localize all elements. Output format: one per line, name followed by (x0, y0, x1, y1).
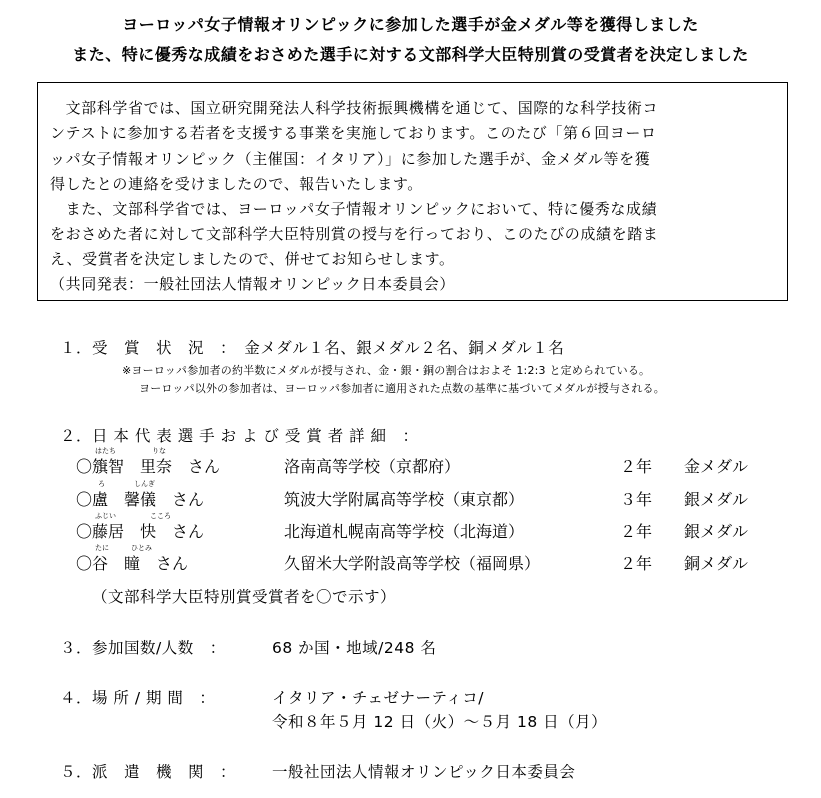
summary-line: （共同発表：一般社団法人情報オリンピック日本委員会） (50, 275, 456, 293)
name-ruby: ひとみ (131, 544, 152, 552)
student-school: 筑波大学附属高等学校（東京都） (284, 490, 525, 509)
summary-line: え、受賞者を決定しましたので、併せてお知らせします。 (50, 250, 455, 268)
student-medal: 銀メダル (684, 522, 749, 541)
student-name: 〇藤居 快 さん (76, 522, 205, 541)
summary-line: ンテストに参加する若者を支援する事業を実施しております。このたび「第６回ヨーロ (50, 124, 657, 142)
page-title-line1: ヨーロッパ女子情報オリンピックに参加した選手が金メダル等を獲得しました (122, 15, 699, 34)
student-name: 〇谷 瞳 さん (76, 554, 189, 573)
name-ruby: しんぎ (134, 480, 155, 488)
summary-line: 文部科学省では、国立研究開発法人科学技術振興機構を通じて、国際的な科学技術コ (50, 99, 659, 117)
medal-note-1: ※ヨーロッパ参加者の約半数にメダルが授与され、金・銀・銅の割合はおよそ 1:2:3 と定められている。 (122, 364, 651, 377)
venue-value: イタリア・チェゼナーティコ/ (272, 689, 485, 707)
name-ruby: こころ (150, 512, 171, 520)
student-row (0, 480, 821, 513)
student-school: 洛南高等学校（京都府） (284, 457, 461, 476)
name-ruby: たに (95, 544, 109, 552)
period-value: 令和８年５月 12 日（火）～５月 18 日（月） (272, 713, 608, 731)
name-ruby: ふじい (95, 512, 116, 520)
student-grade: ２年 (620, 522, 653, 541)
summary-line: をおさめた者に対して文部科学大臣特別賞の授与を行っており、このたびの成績を踏ま (50, 225, 659, 243)
student-grade: ２年 (620, 554, 653, 573)
student-row (0, 512, 821, 545)
student-name: 〇盧 馨儀 さん (76, 490, 205, 509)
student-grade: ２年 (620, 457, 653, 476)
special-award-footnote: （文部科学大臣特別賞受賞者を〇で示す） (92, 588, 397, 606)
student-name: 〇籏智 里奈 さん (76, 457, 221, 476)
page-title-line2: また、特に優秀な成績をおさめた選手に対する文部科学大臣特別賞の受賞者を決定しました (72, 45, 749, 64)
summary-line: 得したとの連絡を受けましたので、報告いたします。 (50, 175, 423, 193)
venue-period-label: ４．場 所 / 期 間 ： (60, 689, 216, 707)
summary-line: また、文部科学省では、ヨーロッパ女子情報オリンピックにおいて、特に優秀な成績 (50, 200, 658, 218)
participants-label: ３．参加国数/人数 ： (60, 639, 226, 657)
student-school: 北海道札幌南高等学校（北海道） (284, 522, 525, 541)
name-ruby: ろ (98, 480, 105, 488)
student-medal: 銅メダル (684, 554, 749, 573)
student-medal: 銀メダル (684, 490, 749, 509)
student-row (0, 544, 821, 577)
student-row (0, 447, 821, 480)
participants-value: 68 か国・地域/248 名 (272, 639, 437, 657)
name-ruby: はたち (95, 447, 116, 455)
dispatch-org-value: 一般社団法人情報オリンピック日本委員会 (272, 763, 576, 781)
student-medal: 金メダル (684, 457, 749, 476)
summary-line: ッパ女子情報オリンピック（主催国：イタリア）」に参加した選手が、金メダル等を獲 (50, 150, 651, 168)
dispatch-org-label: ５．派 遣 機 関 ： (60, 763, 237, 781)
student-school: 久留米大学附設高等学校（福岡県） (284, 554, 541, 573)
name-ruby: りな (152, 447, 166, 455)
team-details-heading: ２．日 本 代 表 選 手 お よ び 受 賞 者 詳 細 ： (60, 427, 419, 445)
medal-note-2: ヨーロッパ以外の参加者は、ヨーロッパ参加者に適用された点数の基準に基づいてメダルが授与される。 (139, 382, 665, 395)
award-status: １．受 賞 状 況 ： 金メダル１名、銀メダル２名、銅メダル１名 (60, 339, 565, 357)
student-grade: ３年 (620, 490, 653, 509)
